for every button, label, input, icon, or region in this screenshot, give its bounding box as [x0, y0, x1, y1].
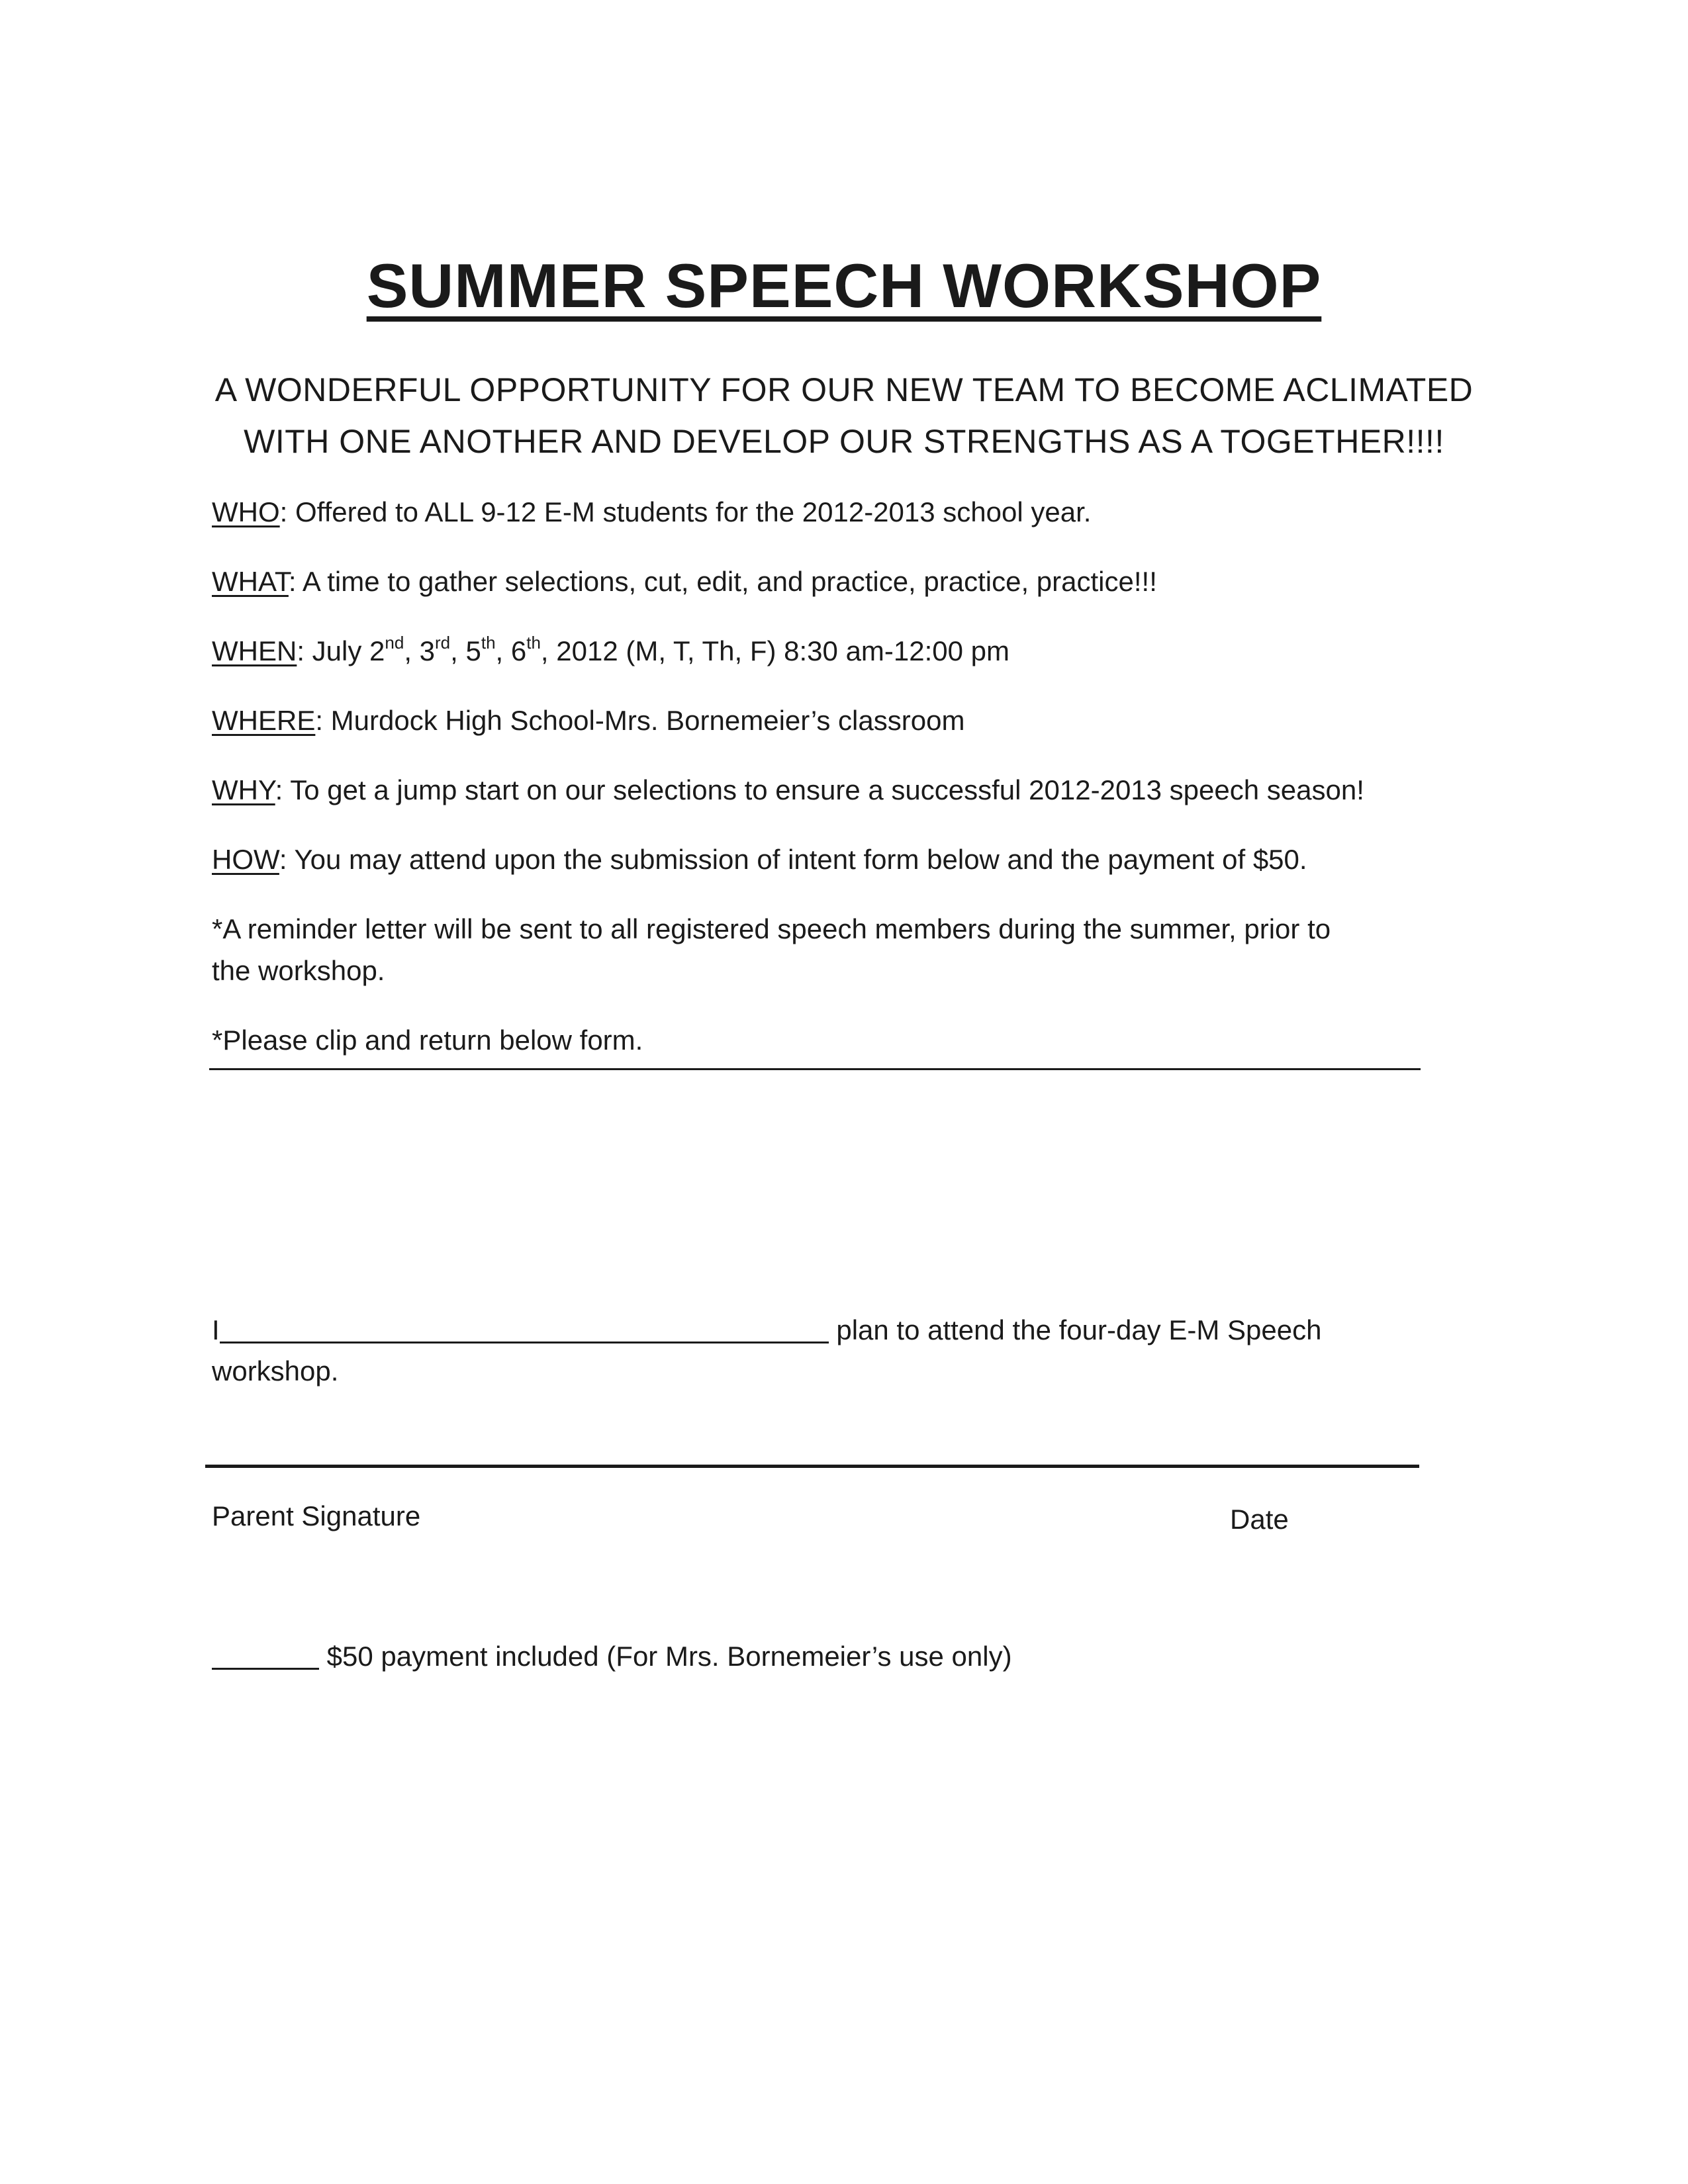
why-label: WHY	[212, 774, 275, 805]
when-text-1: : July 2	[297, 635, 385, 666]
date-label: Date	[1230, 1504, 1289, 1535]
clip-divider	[209, 1068, 1421, 1070]
intent-suffix: plan to attend the four-day E-M Speech	[836, 1314, 1322, 1345]
student-name-blank[interactable]	[220, 1314, 829, 1343]
when-sup-1: nd	[385, 633, 404, 653]
why-line	[212, 774, 1364, 806]
payment-line	[212, 1640, 1012, 1672]
who-text: : Offered to ALL 9-12 E-M students for the 2012-2013 school year.	[279, 496, 1092, 527]
when-text-4: , 6	[495, 635, 527, 666]
intent-prefix: I	[212, 1314, 220, 1345]
payment-text: $50 payment included (For Mrs. Bornemeier’s use only)	[326, 1641, 1012, 1672]
when-line	[212, 635, 1009, 667]
where-label: WHERE	[212, 705, 316, 736]
when-label: WHEN	[212, 635, 297, 666]
reminder-line-1: *A reminder letter will be sent to all registered speech members during the summer, prior to	[212, 913, 1331, 944]
parent-signature-label: Parent Signature	[212, 1500, 421, 1531]
who-line	[212, 496, 1091, 528]
subtitle-line-1: A WONDERFUL OPPORTUNITY FOR OUR NEW TEAM TO BECOME ACLIMATED	[214, 371, 1474, 408]
when-text-2: , 3	[404, 635, 436, 666]
subtitle-line-2: WITH ONE ANOTHER AND DEVELOP OUR STRENGTHS AS A TOGETHER!!!!	[244, 423, 1444, 460]
page-title: SUMMER SPEECH WORKSHOP	[366, 251, 1322, 320]
what-text: : A time to gather selections, cut, edit, and practice, practice, practice!!!	[288, 566, 1157, 597]
intent-line-2: workshop.	[212, 1355, 339, 1387]
how-label: HOW	[212, 844, 279, 875]
how-line	[212, 844, 1307, 876]
how-text: : You may attend upon the submission of intent form below and the payment of $50.	[279, 844, 1307, 875]
where-line	[212, 705, 964, 737]
when-sup-2: rd	[435, 633, 451, 653]
what-line	[212, 566, 1157, 598]
who-label: WHO	[212, 496, 280, 527]
when-sup-4: th	[526, 633, 541, 653]
why-text: : To get a jump start on our selections to ensure a successful 2012-2013 speech season!	[275, 774, 1364, 805]
parent-signature-line[interactable]	[205, 1465, 1419, 1468]
where-text: : Murdock High School-Mrs. Bornemeier’s classroom	[315, 705, 965, 736]
reminder-line-2: the workshop.	[212, 955, 385, 986]
what-label: WHAT	[212, 566, 289, 597]
intent-line	[212, 1314, 1321, 1346]
payment-check-blank[interactable]	[212, 1640, 319, 1670]
when-text-5: , 2012 (M, T, Th, F) 8:30 am-12:00 pm	[540, 635, 1010, 666]
clip-note: *Please clip and return below form.	[212, 1024, 643, 1056]
when-sup-3: th	[481, 633, 496, 653]
when-text-3: , 5	[450, 635, 481, 666]
